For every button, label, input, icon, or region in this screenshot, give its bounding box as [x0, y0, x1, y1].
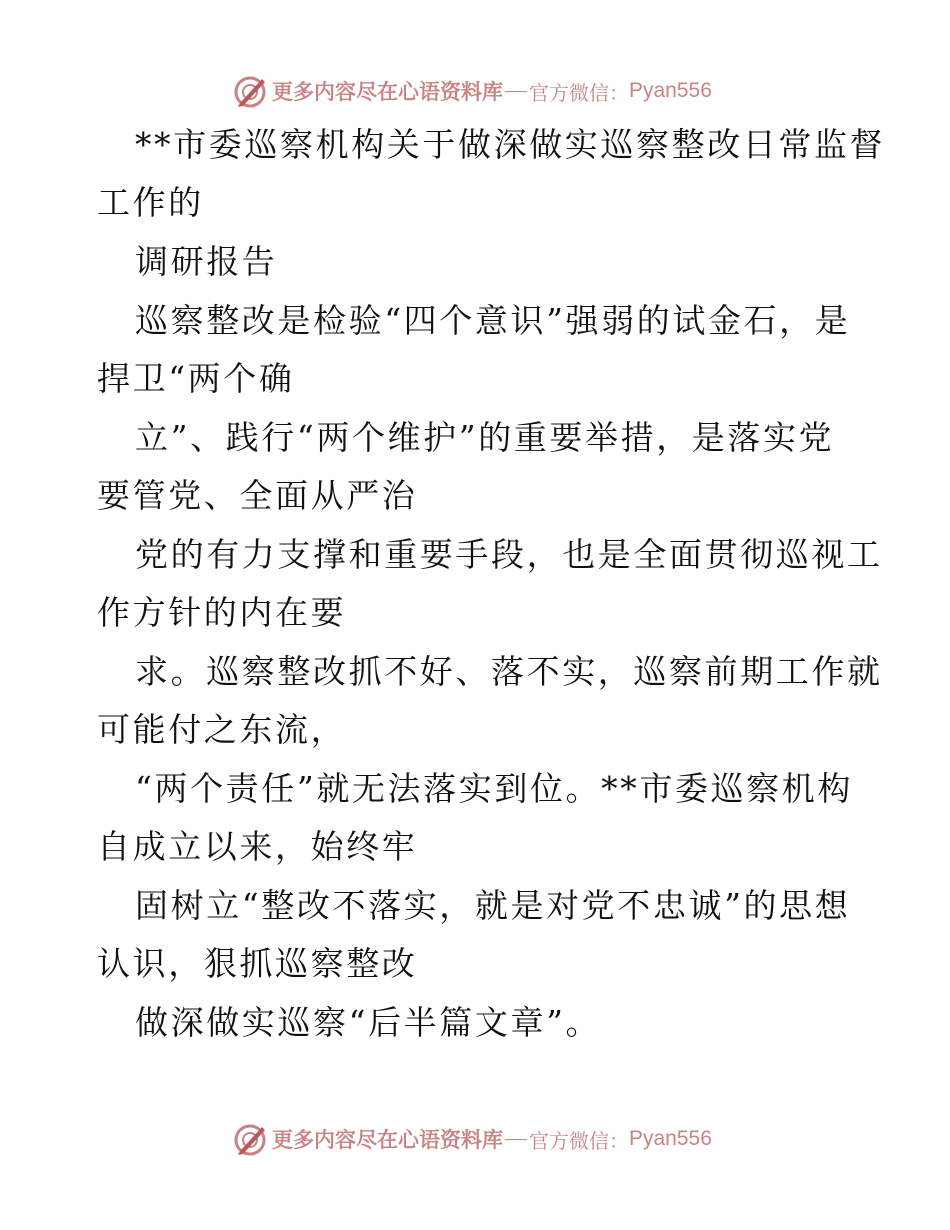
text-line: 做深做实巡察“后半篇文章”。 — [135, 1003, 602, 1042]
text-line: “两个责任”就无法落实到位。**市委巡察机构 — [135, 769, 853, 808]
watermark-brand: 更多内容尽在心语资料库 — [272, 1127, 503, 1152]
text-line: 立”、践行“两个维护”的重要举措，是落实党 — [135, 418, 835, 457]
text-line: 要管党、全面从严治 — [97, 476, 418, 515]
pen-logo-icon — [232, 1121, 268, 1157]
text-line: 求。巡察整改抓不好、落不实，巡察前期工作就 — [135, 652, 883, 691]
text-line: 工作的 — [97, 183, 204, 222]
watermark-label: 官方微信： — [529, 80, 629, 105]
text-line: 认识，狠抓巡察整改 — [97, 944, 418, 983]
text-line: 可能付之东流， — [97, 710, 347, 749]
pen-logo-icon — [232, 73, 268, 109]
watermark-id: Pyan556 — [629, 1127, 712, 1150]
watermark-dash — [505, 91, 527, 92]
text-line: 作方针的内在要 — [97, 593, 347, 632]
text-line: 调研报告 — [135, 242, 278, 281]
text-line: 捍卫“两个确 — [97, 359, 295, 398]
text-line: 巡察整改是检验“四个意识”强弱的试金石，是 — [135, 301, 851, 340]
text-line: 固树立“整改不落实，就是对党不忠诚”的思想 — [135, 886, 851, 925]
text-line: 党的有力支撑和重要手段，也是全面贯彻巡视工 — [135, 535, 883, 574]
header-watermark — [232, 71, 712, 111]
footer-watermark — [232, 1119, 712, 1159]
watermark-id: Pyan556 — [629, 79, 712, 102]
text-line: 自成立以来，始终牢 — [97, 827, 418, 866]
watermark-brand: 更多内容尽在心语资料库 — [272, 79, 503, 104]
text-line: **市委巡察机构关于做深做实巡察整改日常监督 — [135, 125, 886, 164]
watermark-dash — [505, 1139, 527, 1140]
watermark-label: 官方微信： — [529, 1128, 629, 1153]
